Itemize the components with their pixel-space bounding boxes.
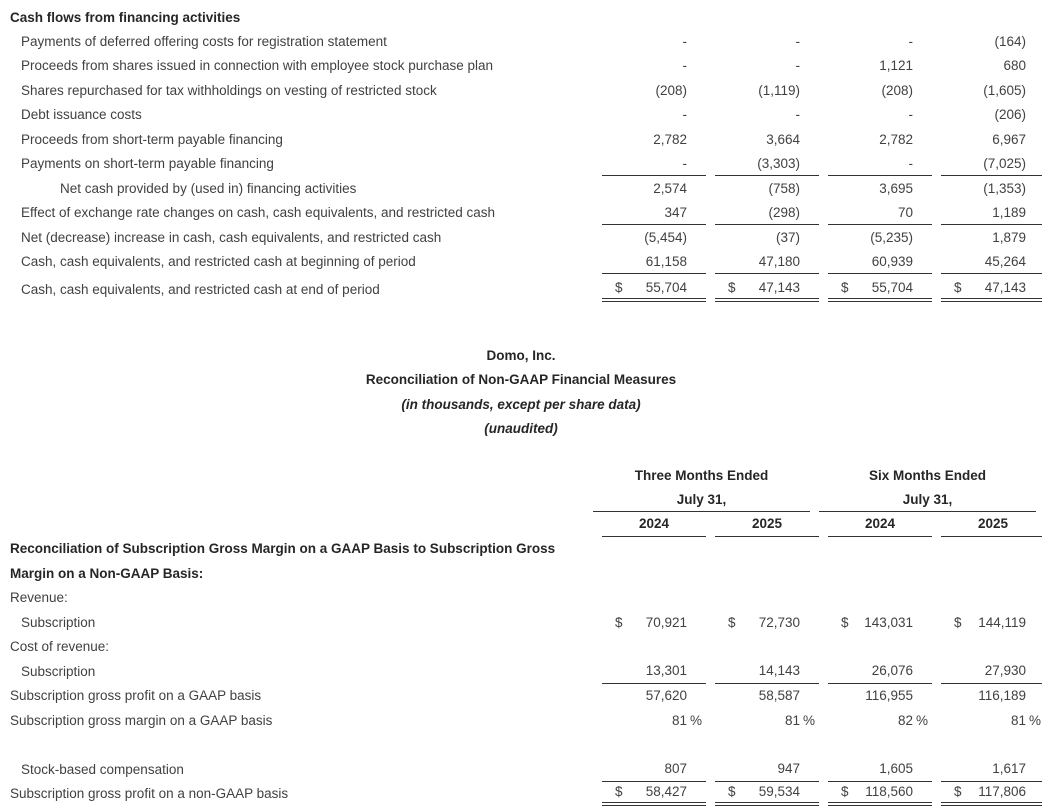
cell-value: - bbox=[908, 107, 913, 123]
value-cell bbox=[715, 78, 819, 103]
cell-value: 680 bbox=[1003, 58, 1026, 74]
value-cell bbox=[941, 276, 1042, 302]
cell-value: 116,955 bbox=[865, 688, 913, 704]
value-cell bbox=[602, 708, 706, 733]
value-cell bbox=[941, 201, 1042, 226]
cell-value: 81 bbox=[671, 712, 687, 728]
year-label: 2024 bbox=[864, 516, 896, 532]
cell-value: 72,730 bbox=[758, 614, 800, 630]
cell-value: - bbox=[682, 58, 687, 74]
cell-value: (208) bbox=[655, 82, 687, 98]
cell-value: 58,587 bbox=[758, 688, 800, 704]
year-label: 2024 bbox=[638, 516, 670, 532]
cell-value: 143,031 bbox=[864, 614, 913, 630]
value-cell bbox=[941, 29, 1042, 54]
document-title: Reconciliation of Non-GAAP Financial Measures bbox=[365, 372, 677, 388]
value-cell bbox=[828, 610, 932, 635]
cell-value: 2,782 bbox=[653, 131, 687, 147]
row-label: Shares repurchased for tax withholdings on vesting of restricted stock bbox=[21, 82, 437, 98]
value-cell bbox=[602, 103, 706, 128]
row-label: Effect of exchange rate changes on cash, cash equivalents, and restricted cash bbox=[21, 205, 496, 221]
row-label: Reconciliation of Subscription Gross Margin on a GAAP Basis to Subscription Gross bbox=[10, 541, 556, 557]
value-cell bbox=[941, 782, 1042, 807]
section-header: Cash flows from financing activities bbox=[10, 9, 241, 25]
reconciliation-row bbox=[0, 684, 1042, 709]
company-name: Domo, Inc. bbox=[486, 347, 556, 363]
cell-value: 59,534 bbox=[758, 784, 800, 800]
value-cell bbox=[828, 201, 932, 226]
value-cell bbox=[941, 684, 1042, 709]
cell-value: (1,605) bbox=[983, 82, 1026, 98]
value-cell bbox=[715, 659, 819, 684]
value-cell bbox=[602, 659, 706, 684]
cell-value: 55,704 bbox=[871, 279, 913, 295]
row-label: Margin on a Non-GAAP Basis: bbox=[10, 565, 204, 581]
cell-value: - bbox=[682, 155, 687, 171]
cell-value: (1,353) bbox=[983, 180, 1026, 196]
value-cell bbox=[941, 225, 1042, 250]
value-cell bbox=[715, 250, 819, 275]
row-label: Payments on short-term payable financing bbox=[21, 156, 274, 172]
cell-value: 82 bbox=[897, 712, 913, 728]
reconciliation-rows bbox=[0, 537, 1042, 807]
row-label: Revenue: bbox=[10, 590, 68, 606]
percent-sign: % bbox=[689, 712, 702, 728]
value-cell bbox=[828, 250, 932, 275]
cell-value: 144,119 bbox=[978, 614, 1026, 630]
unaudited-note: (unaudited) bbox=[484, 421, 558, 437]
value-cell bbox=[715, 782, 819, 807]
value-cell bbox=[828, 103, 932, 128]
cash-flow-row bbox=[0, 276, 1042, 302]
year-column-header bbox=[828, 512, 932, 537]
cell-value: 1,605 bbox=[879, 761, 913, 777]
cell-value: (206) bbox=[994, 107, 1026, 123]
cell-value: (164) bbox=[994, 33, 1026, 49]
value-cell bbox=[715, 610, 819, 635]
value-cell bbox=[715, 54, 819, 79]
cash-flow-row bbox=[0, 176, 1042, 201]
cash-flow-row bbox=[0, 225, 1042, 250]
row-label: Cost of revenue: bbox=[10, 639, 110, 655]
value-cell bbox=[828, 757, 932, 782]
spacer-row bbox=[0, 733, 1042, 758]
cell-value: 26,076 bbox=[871, 663, 913, 679]
dollar-sign: $ bbox=[728, 279, 736, 295]
value-cell bbox=[715, 176, 819, 201]
july-31-header-six-months: July 31, bbox=[819, 488, 1036, 513]
value-cell bbox=[715, 103, 819, 128]
reconciliation-row bbox=[0, 708, 1042, 733]
cash-flow-row bbox=[0, 152, 1042, 177]
value-cell bbox=[602, 201, 706, 226]
reconciliation-row bbox=[0, 561, 1042, 586]
value-cell bbox=[941, 708, 1042, 733]
row-label: Subscription bbox=[21, 614, 96, 630]
dollar-sign: $ bbox=[954, 614, 962, 630]
year-label: 2025 bbox=[751, 516, 783, 532]
cell-value: 47,180 bbox=[758, 253, 800, 269]
cell-value: (3,303) bbox=[757, 155, 800, 171]
cell-value: 1,879 bbox=[992, 229, 1026, 245]
cell-value: 27,930 bbox=[984, 663, 1026, 679]
cash-flow-row bbox=[0, 78, 1042, 103]
cell-value: 47,143 bbox=[758, 279, 800, 295]
value-cell bbox=[828, 78, 932, 103]
cash-flow-row bbox=[0, 29, 1042, 54]
cell-value: 807 bbox=[664, 761, 687, 777]
date-header-row bbox=[0, 488, 1042, 513]
reconciliation-row bbox=[0, 757, 1042, 782]
dollar-sign: $ bbox=[615, 614, 623, 630]
cell-value: 70,921 bbox=[645, 614, 687, 630]
cash-flow-row bbox=[0, 103, 1042, 128]
value-cell bbox=[602, 250, 706, 275]
cell-value: 116,189 bbox=[978, 688, 1026, 704]
value-cell bbox=[828, 176, 932, 201]
reconciliation-row bbox=[0, 537, 1042, 562]
cell-value: 57,620 bbox=[645, 688, 687, 704]
cell-value: 61,158 bbox=[645, 253, 687, 269]
row-label: Subscription gross profit on a non-GAAP basis bbox=[10, 786, 289, 802]
value-cell bbox=[602, 54, 706, 79]
row-label: Net (decrease) increase in cash, cash equivalents, and restricted cash bbox=[21, 229, 442, 245]
cell-value: 58,427 bbox=[645, 784, 687, 800]
value-cell bbox=[715, 225, 819, 250]
value-cell bbox=[941, 757, 1042, 782]
value-cell bbox=[941, 127, 1042, 152]
three-months-ended-header: Three Months Ended bbox=[634, 467, 769, 483]
dollar-sign: $ bbox=[954, 784, 962, 800]
cell-value: (1,119) bbox=[758, 82, 800, 98]
cell-value: 13,301 bbox=[645, 663, 687, 679]
reconciliation-row bbox=[0, 586, 1042, 611]
row-label: Subscription gross profit on a GAAP basis bbox=[10, 688, 262, 704]
cell-value: 55,704 bbox=[645, 279, 687, 295]
dollar-sign: $ bbox=[615, 784, 623, 800]
row-label: Net cash provided by (used in) financing activities bbox=[60, 180, 357, 196]
value-cell bbox=[941, 54, 1042, 79]
value-cell bbox=[828, 684, 932, 709]
value-cell bbox=[602, 29, 706, 54]
dollar-sign: $ bbox=[841, 784, 849, 800]
value-cell bbox=[828, 54, 932, 79]
cell-value: 117,806 bbox=[978, 784, 1026, 800]
value-cell bbox=[602, 127, 706, 152]
cell-value: - bbox=[682, 33, 687, 49]
cell-value: 2,782 bbox=[879, 131, 913, 147]
cash-flow-row bbox=[0, 201, 1042, 226]
value-cell bbox=[602, 152, 706, 177]
reconciliation-row bbox=[0, 610, 1042, 635]
cell-value: (208) bbox=[881, 82, 913, 98]
cell-value: 2,574 bbox=[653, 180, 687, 196]
value-cell bbox=[941, 152, 1042, 177]
cell-value: (5,454) bbox=[644, 229, 687, 245]
value-cell bbox=[715, 127, 819, 152]
cash-flow-row bbox=[0, 54, 1042, 79]
value-cell bbox=[828, 659, 932, 684]
cell-value: (5,235) bbox=[870, 229, 913, 245]
cell-value: (758) bbox=[768, 180, 800, 196]
row-label: Subscription gross margin on a GAAP basis bbox=[10, 712, 273, 728]
value-cell bbox=[602, 225, 706, 250]
value-cell bbox=[602, 757, 706, 782]
row-label: Debt issuance costs bbox=[21, 107, 142, 123]
cell-value: 947 bbox=[777, 761, 800, 777]
july-31-header-three-months: July 31, bbox=[593, 488, 810, 513]
cell-value: 118,560 bbox=[865, 784, 913, 800]
year-header-row bbox=[0, 512, 1042, 537]
value-cell bbox=[828, 708, 932, 733]
cell-value: 60,939 bbox=[871, 253, 913, 269]
year-column-header bbox=[941, 512, 1042, 537]
percent-sign: % bbox=[1028, 712, 1041, 728]
dollar-sign: $ bbox=[728, 614, 736, 630]
cell-value: 1,121 bbox=[879, 58, 913, 74]
cell-value: 347 bbox=[664, 204, 687, 220]
period-header-row bbox=[0, 463, 1042, 488]
dollar-sign: $ bbox=[841, 279, 849, 295]
value-cell bbox=[828, 127, 932, 152]
reconciliation-row bbox=[0, 782, 1042, 807]
dollar-sign: $ bbox=[954, 279, 962, 295]
value-cell bbox=[715, 276, 819, 302]
cash-flow-row bbox=[0, 250, 1042, 275]
value-cell bbox=[715, 708, 819, 733]
value-cell bbox=[715, 684, 819, 709]
value-cell bbox=[715, 757, 819, 782]
title-block bbox=[0, 343, 1042, 441]
value-cell bbox=[941, 176, 1042, 201]
value-cell bbox=[828, 276, 932, 302]
cell-value: 1,189 bbox=[992, 204, 1026, 220]
dollar-sign: $ bbox=[728, 784, 736, 800]
value-cell bbox=[828, 225, 932, 250]
cell-value: (298) bbox=[768, 204, 800, 220]
cell-value: 47,143 bbox=[984, 279, 1026, 295]
cell-value: 3,664 bbox=[766, 131, 800, 147]
row-label: Payments of deferred offering costs for registration statement bbox=[21, 33, 387, 49]
cell-value: - bbox=[795, 107, 800, 123]
cell-value: 70 bbox=[897, 204, 913, 220]
cell-value: (37) bbox=[775, 229, 800, 245]
value-cell bbox=[828, 29, 932, 54]
value-cell bbox=[941, 659, 1042, 684]
six-months-ended-header: Six Months Ended bbox=[868, 467, 986, 483]
value-cell bbox=[715, 29, 819, 54]
reconciliation-row bbox=[0, 635, 1042, 660]
cell-value: - bbox=[682, 107, 687, 123]
row-label: Stock-based compensation bbox=[21, 761, 184, 777]
cell-value: 45,264 bbox=[984, 253, 1026, 269]
value-cell bbox=[828, 782, 932, 807]
value-cell bbox=[715, 152, 819, 177]
percent-sign: % bbox=[802, 712, 815, 728]
cell-value: - bbox=[908, 33, 913, 49]
value-cell bbox=[941, 103, 1042, 128]
percent-sign: % bbox=[915, 712, 928, 728]
dollar-sign: $ bbox=[841, 614, 849, 630]
value-cell bbox=[602, 276, 706, 302]
table-section-header-row bbox=[0, 5, 1042, 29]
value-cell bbox=[941, 78, 1042, 103]
year-column-header bbox=[602, 512, 706, 537]
row-label: Subscription bbox=[21, 663, 96, 679]
cell-value: 81 bbox=[784, 712, 800, 728]
value-cell bbox=[602, 610, 706, 635]
units-note: (in thousands, except per share data) bbox=[401, 396, 641, 412]
cash-flow-financing-table bbox=[0, 5, 1042, 302]
cell-value: 81 bbox=[1010, 712, 1026, 728]
value-cell bbox=[602, 782, 706, 807]
cell-value: - bbox=[795, 33, 800, 49]
dollar-sign: $ bbox=[615, 279, 623, 295]
row-label: Proceeds from shares issued in connection with employee stock purchase plan bbox=[21, 58, 493, 74]
value-cell bbox=[941, 610, 1042, 635]
cell-value: - bbox=[908, 155, 913, 171]
non-gaap-reconciliation-table bbox=[0, 463, 1042, 806]
cash-flow-row bbox=[0, 127, 1042, 152]
cell-value: (7,025) bbox=[983, 155, 1026, 171]
reconciliation-row bbox=[0, 659, 1042, 684]
cell-value: 14,143 bbox=[758, 663, 800, 679]
cash-flow-rows bbox=[0, 29, 1042, 302]
cell-value: 1,617 bbox=[992, 761, 1026, 777]
cell-value: - bbox=[795, 58, 800, 74]
value-cell bbox=[602, 78, 706, 103]
value-cell bbox=[602, 684, 706, 709]
year-column-header bbox=[715, 512, 819, 537]
value-cell bbox=[828, 152, 932, 177]
cell-value: 6,967 bbox=[992, 131, 1026, 147]
row-label: Cash, cash equivalents, and restricted cash at beginning of period bbox=[21, 254, 416, 270]
value-cell bbox=[602, 176, 706, 201]
row-label: Cash, cash equivalents, and restricted cash at end of period bbox=[21, 281, 380, 297]
cell-value: 3,695 bbox=[879, 180, 913, 196]
row-label: Proceeds from short-term payable financing bbox=[21, 131, 283, 147]
value-cell bbox=[941, 250, 1042, 275]
year-label: 2025 bbox=[977, 516, 1009, 532]
value-cell bbox=[715, 201, 819, 226]
